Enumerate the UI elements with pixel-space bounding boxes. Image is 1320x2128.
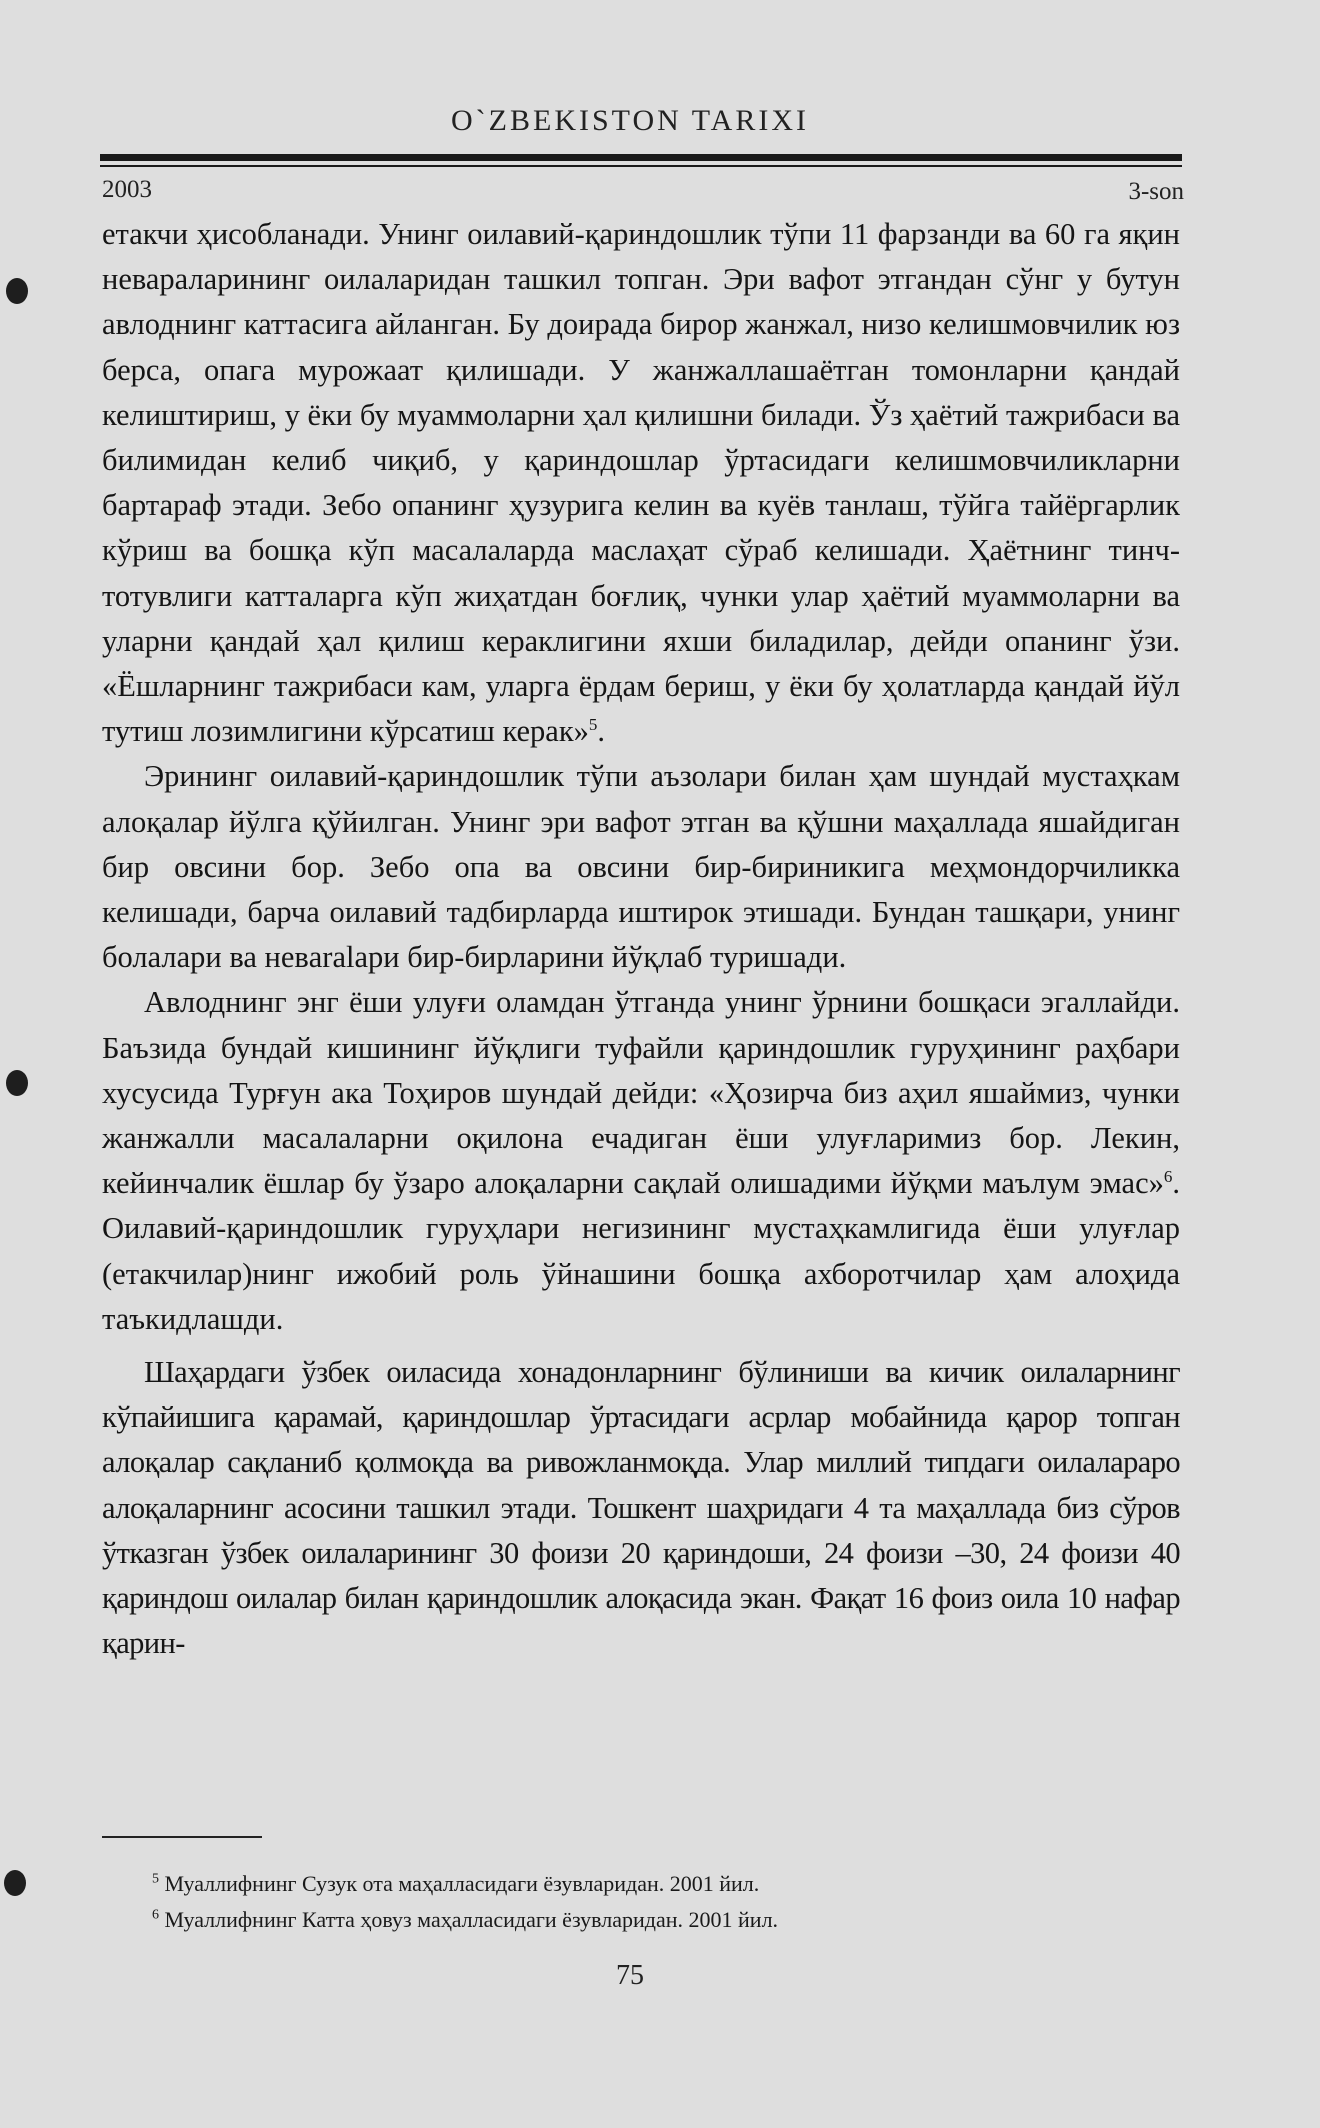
footnote-ref-5[interactable]: 5 (588, 715, 598, 735)
paragraph-4: Шаҳардаги ўзбек оиласида хонадонларнинг бўлиниши ва кичик оилаларнинг кўпайишига қарамай, қариндошлар ўртасидаги асрлар мобайнида қарор топган алоқалар сақланиб қолмоқда ва ривожланмоқда. Улар миллий типдаги оилалараро алоқаларнинг асосини ташкил этади. Тошкент шаҳридаги 4 та маҳаллада биз сўров ўтказган ўзбек оилаларининг 30 фоизи 20 қариндоши, 24 фоизи –30, 24 фоизи 40 қариндош оилалар билан қариндошлик алоқасида экан. Фақат 16 фоиз оила 10 нафар қарин- (102, 1355, 1180, 1661)
article-body (102, 212, 1180, 1667)
footnote-6: $^6$ Муаллифнинг Катта ҳовуз маҳалласидаги ёзувларидан. 2001 йил. (152, 1907, 779, 1932)
footnote-divider (102, 1836, 262, 1838)
header-rule-thick (100, 154, 1182, 161)
issue-number: 3-son (1128, 178, 1184, 205)
header-rule-thin (100, 165, 1182, 167)
binder-hole-middle (6, 1070, 28, 1096)
paragraph-1: етакчи ҳисобланади. Унинг оилавий-қариндошлик тўпи 11 фарзанди ва 60 га яқин невараларининг оилаларидан ташкил топган. Эри вафот этгандан сўнг у бутун авлоднинг каттасига айланган. Бу доирада бирор жанжал, низо келишмовчилик юз берса, опага мурожаат қилишади. У жанжаллашаётган томонларни қандай келиштириш, у ёки бу муаммоларни ҳал қилишни билади. Ўз ҳаётий тажрибаси ва билимидан келиб чиқиб, у қариндошлар ўртасидаги келишмовчиликларни бартараф этади. Зебо опанинг ҳузурига келин ва куёв танлаш, тўйга тайёргарлик кўриш ва бошқа кўп масалаларда маслаҳат сўраб келишади. Ҳаётнинг тинч-тотувлиги катталарга кўп жиҳатдан боғлиқ, чунки улар ҳаётий муаммоларни ва уларни қандай ҳал қилиш кераклигини яхши биладилар, дейди опанинг ўзи. «Ёшларнинг тажрибаси кам, уларга ёрдам бериш, у ёки бу ҳолатларда қандай йўл тутиш лозимлигини кўрсатиш керак»$^5$. (102, 217, 1180, 749)
issue-year: 2003 (102, 176, 152, 203)
footnote-ref-6[interactable]: 6 (1163, 1167, 1173, 1187)
page-number: 75 (616, 1960, 644, 1991)
journal-title: O`ZBEKISTON TARIXI (451, 104, 809, 137)
footnotes (100, 1866, 1180, 1938)
paragraph-2: Эрининг оилавий-қариндошлик тўпи аъзолари билан ҳам шундай мустаҳкам алоқалар йўлга қўйилган. Унинг эри вафот этган ва қўшни маҳаллада яшайдиган бир овсини бор. Зебо опа ва овсини бир-бириникига меҳмондорчиликка келишади, барча оилавий тадбирларда иштирок этишади. Бундан ташқари, унинг болалари ва невaralари бир-бирларини йўқлаб туришади. (102, 759, 1180, 975)
binder-hole-top (6, 278, 28, 304)
footnote-5: $^5$ Муаллифнинг Сузук ота маҳалласидаги ёзувларидан. 2001 йил. (152, 1871, 760, 1896)
binder-hole-bottom (4, 1870, 26, 1896)
paragraph-3: Авлоднинг энг ёши улуғи оламдан ўтганда унинг ўрнини бошқаси эгаллайди. Баъзида бундай кишининг йўқлиги туфайли қариндошлик гуруҳининг раҳбари хусусида Турғун ака Тоҳиров шундай дейди: «Ҳозирча биз аҳил яшаймиз, чунки жанжалли масалаларни оқилона ечадиган ёши улуғларимиз бор. Лекин, кейинчалик ёшлар бу ўзаро алоқаларни сақлай олишадими йўқми маълум эмас»$^6$. Оилавий-қариндошлик гуруҳлари негизининг мустаҳкамлигида ёши улуғлар (етакчилар)нинг ижобий роль ўйнашини бошқа ахборотчилар ҳам алоҳида таъкидлашди. (102, 985, 1180, 1336)
